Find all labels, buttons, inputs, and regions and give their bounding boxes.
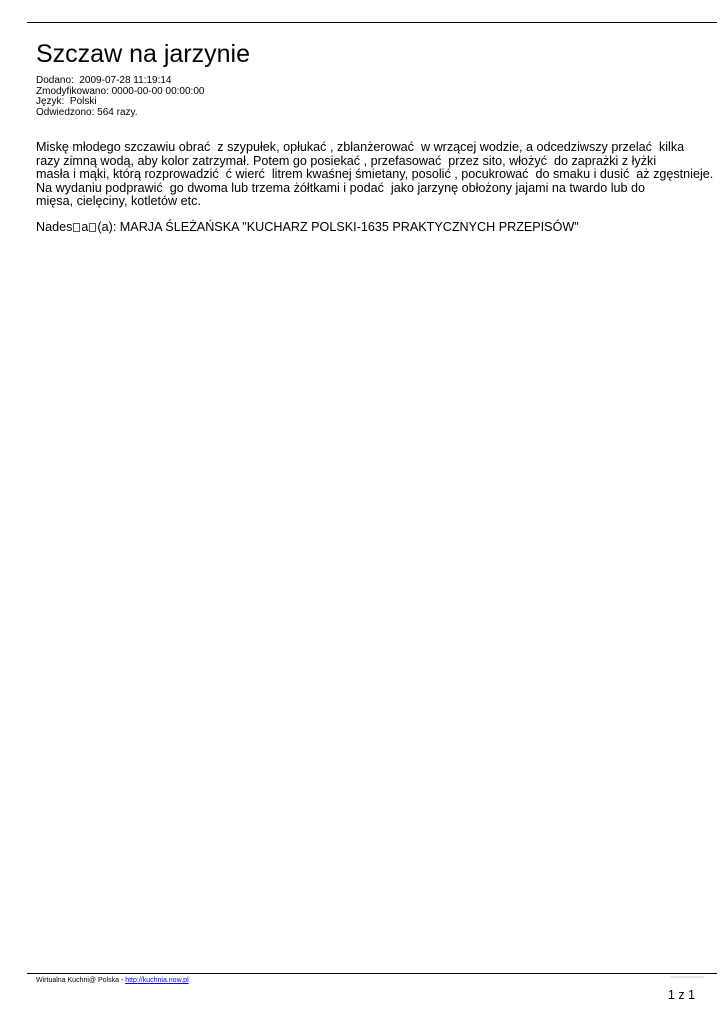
page-title: Szczaw na jarzynie bbox=[36, 40, 250, 68]
recipe-body bbox=[36, 141, 716, 209]
meta-visited bbox=[36, 108, 204, 119]
meta-language-value: Polski bbox=[69, 96, 97, 107]
meta-modified-value: 0000-00-00 00:00:00 bbox=[111, 85, 205, 97]
footer-faint-mark bbox=[670, 976, 704, 978]
meta-language-label: Język: bbox=[36, 96, 65, 107]
footer-site bbox=[36, 976, 189, 985]
metadata-block bbox=[36, 76, 204, 118]
missing-glyph-icon bbox=[89, 223, 96, 232]
top-rule bbox=[27, 22, 717, 23]
page-number: 1 z 1 bbox=[667, 988, 695, 1002]
footer-site-link[interactable]: http://kuchnia.now.pl bbox=[125, 977, 189, 984]
sent-by-prefix-2: a bbox=[81, 220, 89, 234]
body-line: Miskę młodego szczawiu obrać z szypułek, opłukać , zblanżerować w wrzącej wodzie, a odcedziwszy przelać kilka bbox=[36, 140, 685, 154]
meta-added-label: Dodano: bbox=[36, 75, 74, 86]
body-line: masła i mąki, którą rozprowadzić ć wierć litrem kwaśnej śmietany, posolić , pocukrować do smaku i dusić aż zgęstnieje. bbox=[36, 167, 714, 182]
meta-modified-label: Zmodyfikowano: bbox=[36, 85, 109, 97]
body-line: Na wydaniu podprawić go dwoma lub trzema żółtkami i podać jako jarzynę obłożony jajami na twardo lub do bbox=[36, 180, 646, 195]
sent-by-line bbox=[36, 220, 579, 234]
meta-visited-label: Odwiedzono: bbox=[36, 106, 95, 118]
footer-rule bbox=[27, 973, 717, 974]
meta-added-value: 2009-07-28 11:19:14 bbox=[79, 75, 172, 86]
missing-glyph-icon bbox=[73, 223, 80, 232]
body-line: mięsa, cielęciny, kotletów etc. bbox=[36, 194, 201, 209]
body-line: razy zimną wodą, aby kolor zatrzymał. Potem go posiekać , przefasować przez sito, włożyć do zaprażki z łyżki bbox=[36, 153, 657, 168]
sent-by-author: (a): MARJA ŚLEŻAŃSKA "KUCHARZ POLSKI-1635 PRAKTYCZNYCH PRZEPISÓW" bbox=[97, 220, 579, 234]
sent-by-prefix-1: Nades bbox=[36, 220, 73, 234]
meta-visited-value: 564 razy. bbox=[97, 106, 138, 118]
footer-site-text: Wirtualna Kuchni@ Polska - bbox=[36, 977, 126, 984]
